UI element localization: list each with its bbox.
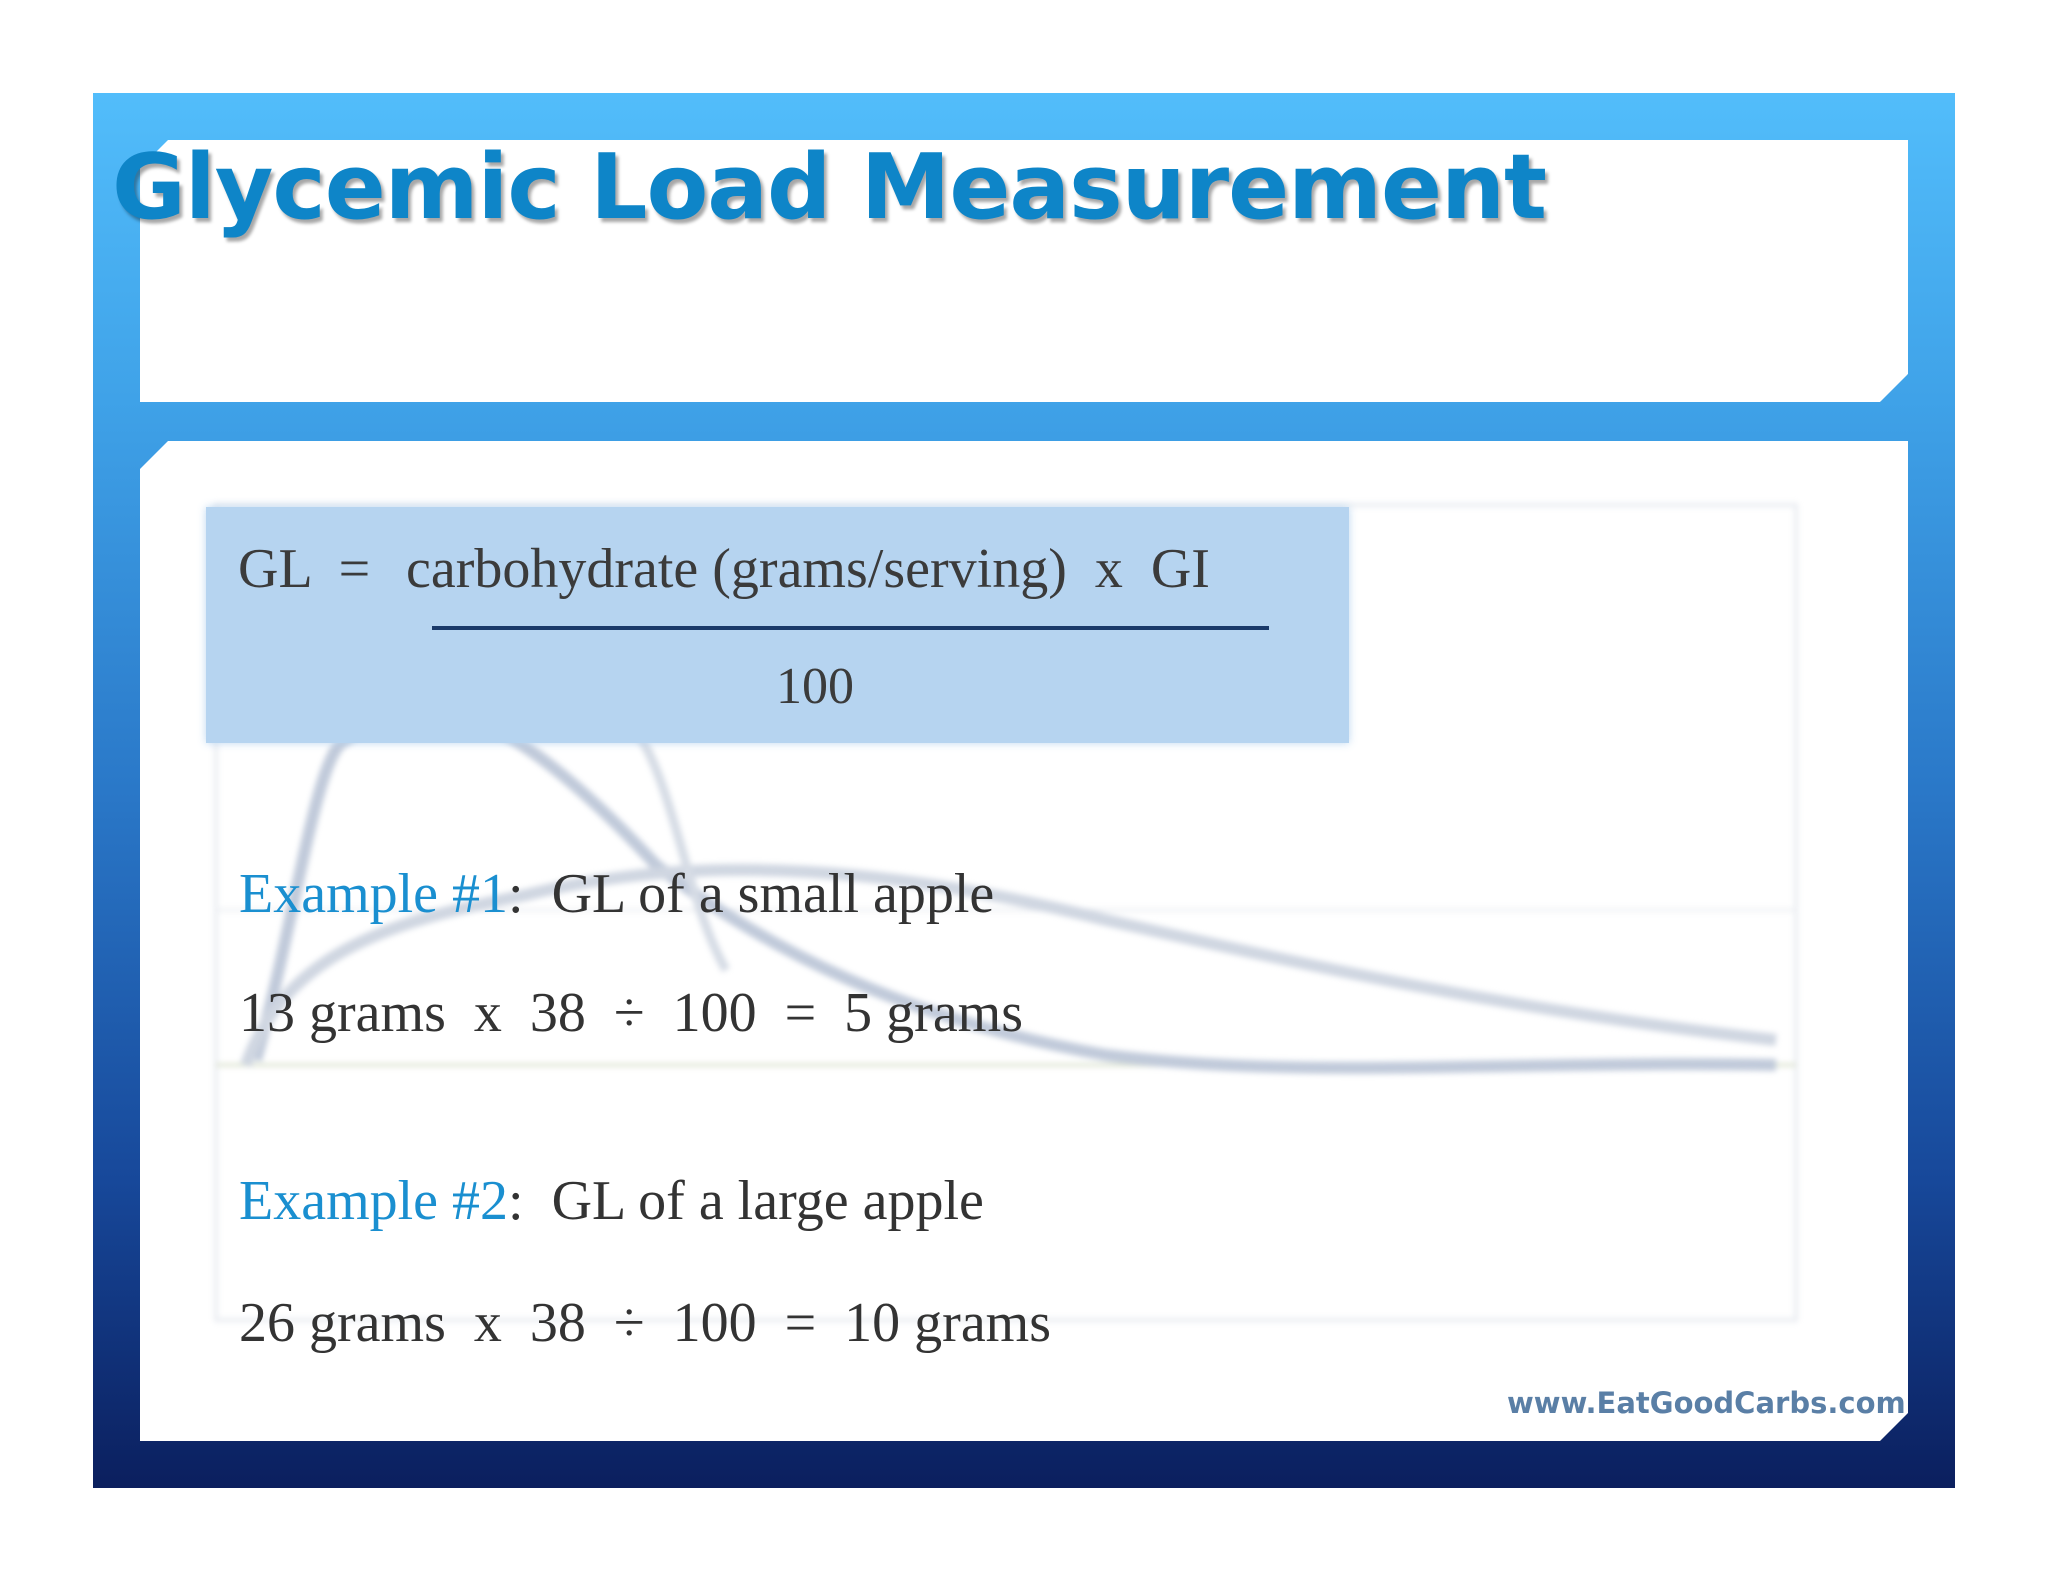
example-2-heading bbox=[239, 1169, 984, 1233]
example-1-label: Example #1 bbox=[239, 863, 509, 925]
example-1-heading bbox=[239, 862, 994, 926]
example-2-description: : GL of a large apple bbox=[508, 1170, 984, 1232]
formula-lhs: GL = bbox=[238, 538, 371, 600]
fraction-bar bbox=[432, 626, 1269, 630]
formula-box bbox=[206, 507, 1349, 743]
example-2-calculation: 26 grams x 38 ÷ 100 = 10 grams bbox=[239, 1292, 1052, 1354]
formula-numerator: carbohydrate (grams/serving) x GI bbox=[406, 538, 1210, 600]
example-1-calculation: 13 grams x 38 ÷ 100 = 5 grams bbox=[239, 982, 1024, 1044]
website-url: www.EatGoodCarbs.com bbox=[1507, 1386, 1906, 1420]
formula-denominator: 100 bbox=[776, 658, 854, 715]
example-1-description: : GL of a small apple bbox=[508, 863, 995, 925]
slide-title: Glycemic Load Measurement bbox=[112, 135, 1547, 240]
example-2-label: Example #2 bbox=[239, 1170, 509, 1232]
